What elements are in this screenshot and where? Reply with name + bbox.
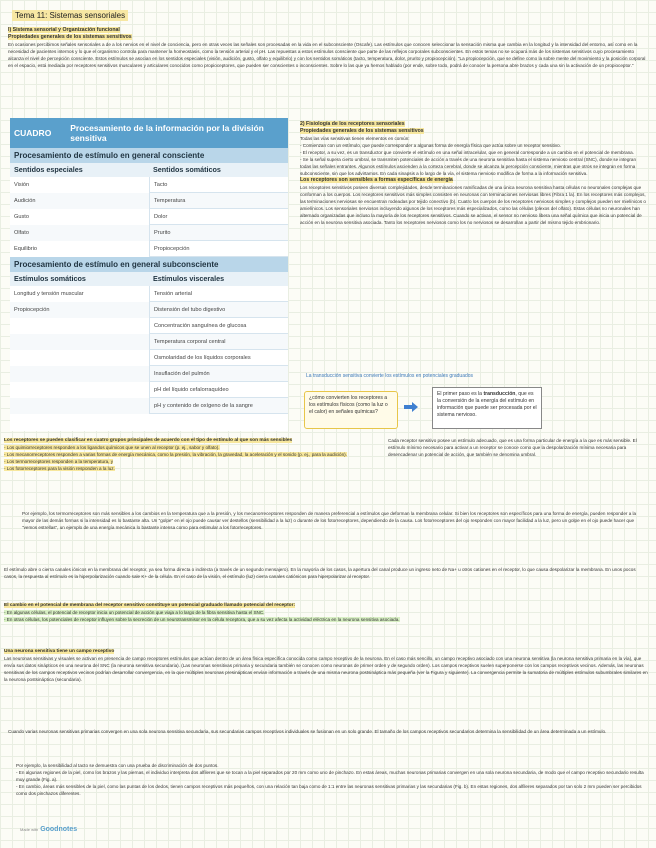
table-cell: Propiocepción: [14, 307, 50, 313]
receptor-type-item: - Los fotorreceptores para la visión responden a la luz.: [4, 466, 115, 471]
table-cell: Insuflación del pulmón: [149, 366, 288, 382]
table-row: [10, 225, 288, 241]
table-title: Procesamiento de la información por la división sensitiva: [70, 123, 264, 143]
table-section-heading: Procesamiento de estímulo en general subconsciente: [10, 257, 288, 272]
table-cell: Temperatura corporal central: [149, 334, 288, 350]
arrow-right-icon: [404, 402, 418, 412]
answer-pre: El primer paso es la: [437, 391, 484, 397]
paragraph-channels: El estímulo abre o cierra canales iónicos en la membrana del receptor, ya sea forma directa o indirecta (a través de un segundo mensajero). En la mayoría de los casos, la apertura del canal produce un ingreso neto de Na+ u otros cationes en el receptor, lo que causa despolarizar la membrana. En unos pocos casos, la respuesta al estímulo es la hiperpolarización cuando sale K+ de la célula. En el caso de la visión, el estímulo (luz) cierra canales catiónicos para hiperpolarizar al receptor.: [4, 567, 636, 579]
table-row: [10, 286, 288, 302]
intro-heading: I) Sistema sensorial y Organización funcional: [8, 27, 120, 33]
table-row: [10, 350, 288, 366]
right-item: - Se la señal supera cierto umbral, se transmiten potenciales de acción a través de una neurona sensitiva hasta el sistema nervioso central (SNC), donde se integran todas las señales entrantes. Algunos estímulos ascienden a la corteza cerebral, donde se alcanza la percepción consciente, mientras que otros se integran en forma subconsciente, sin que los advirtamos. En cada sinapsis a lo largo de la vía, el sistema nervioso modifica de forma a la información sensitiva.: [300, 157, 637, 176]
table-cell: [10, 382, 149, 398]
two-point-lead: Por ejemplo, la sensibilidad al tacto se demuestra con una prueba de discriminación de dos puntos.: [16, 763, 219, 768]
receptor-potential-item: - En algunas células, el potencial de receptor inicia un potencial de acción que viaja a lo largo de la fibra sensitiva hasta el SNC.: [4, 610, 265, 615]
adequate-stimulus: Cada receptor sensitivo posee un estímulo adecuado, que es una forma particular de energía a la que es más sensible. El estímulo mínimo necesario para activar a un receptor se conoce como que la despolarización mínima necesaria para desencadenar un potencial de acción, que también se denomina umbral.: [388, 438, 637, 457]
table-row: [10, 177, 288, 193]
goodnotes-watermark: [20, 826, 77, 833]
table-col-head: Sentidos especiales: [14, 165, 83, 174]
table-cell: Propiocepción: [149, 241, 288, 257]
table-row: [10, 302, 288, 318]
made-with-label: Made with: [20, 827, 39, 832]
receptor-potential-item: - En otras células, los potenciales de receptor influyen sobre la secreción de un neurotransmisor en la célula receptora, que a su vez afecta la actividad eléctrica en la neurona sensitiva asociada.: [4, 617, 400, 622]
table-cell: Visión: [14, 182, 30, 188]
receptive-field-section: [4, 648, 648, 683]
table-cell: pH y contenido de oxígeno de la sangre: [149, 398, 288, 414]
two-point-section: [16, 762, 648, 797]
answer-bold: transducción: [483, 391, 516, 397]
table-cell: Concentración sanguínea de glucosa: [149, 318, 288, 334]
table-cell: [10, 334, 149, 350]
intro-body: En ocasiones percibimos señales sensoriales a de a los nervios en el nivel de conciencia, pero en otras veces las señales son procesadas en la vida en el subconsciente (Oscafe). Las estímulos que conocen seleccionar la sensación misma que cambia en la longitud y la intensidad del entorno, así como en la necesidad de pacientes internos y lo que el organismo controla para mantener la homeostasis, como la tensión arterial y el pH. Las repuestas a estos estímulos consciente que parte de las reflejos corporales subconscientes. En estos temas no se ocupará más de los sistemas sensitivos cuyo procesamiento alcanza el nivel de percepción consciente. Estos estímulos se asocian en los sentidos especiales (visión, audición, gusto, olfato y equilibrio) y con los sentidos somáticos (tacto, temperatura, dolor, prurito y propiocepción). "La propiocepción, que se define como la sobre mente del movimiento y la posición corporal en el espacio, está mediada por receptores sensitivos musculares y articulares conocidos como propioceptores, que pueden ser conscientes o inconscientes. Sobre lo las que ya hemos hablado (por ende, sobre todo, podrá de conocer la persona abre brazos y cada una sin la activación de un propioceptor.": [8, 42, 646, 68]
table-row: [10, 382, 288, 398]
table-subheader: [10, 163, 288, 177]
table-cell: Olfato: [14, 230, 29, 236]
right-body2: Los receptores sensitivos poseen diversas complejidades, desde terminaciones ramificadas de una única neurona sensitiva hasta células no neuronales complejas que conforman a los cuerpos. Los receptores sensitivos más simples consisten en neuronas con terminaciones nerviosas libres (Fibra 1 la). En los receptores más complejos, las terminaciones nerviosas se encuentran rodeadas por tejido conectivo (b). Cuatro los cuerpos de los receptores nerviosos simples y complejos pueden ser mielínicos o amielínicos. Los sensoriales nerviosos incluyendo algunos de los receptores más especializados, como las células (plexos del olfato). Estas células no neuronales han alternado organizadas que incluso la mayoría de los receptores sensitivos. Cuando se activan, el sensor no nervioso libera una señal química que inicia un potencial de acción en la neurona sensitiva asociada. Tanto los receptores nerviosos como los no nerviosos se desarrollan a partir del mismo tejido embrionario.: [300, 185, 646, 225]
table-code: CUADRO: [14, 128, 52, 138]
receptor-potential-heading: El cambio en el potencial de membrana del receptor sensitivo constituye un potencial graduado llamado potencial del receptor:: [4, 603, 296, 608]
table-cell: Tensión arterial: [149, 286, 288, 302]
table-cell: Distensión del tubo digestivo: [149, 302, 288, 318]
receptive-field-body: Las neuronas sensitivas y visuales se activan en presencia de campo receptores estímulos que actúan dentro de un área física específica conocida como campo receptivo de la neurona. En el caso más sencillo, un campo receptivo asociado con una neurona sensitiva (la neurona sensitiva primaria en la vía), que envía sus datos sinápticos en una neurona del SNC (la neurona sensitiva secundaria). (Las neuronas sensitivas primaria y secundaria también se conocen como neuronas de primer orden y de segundo orden). Los campos receptivos suelen superponerse con los campos receptivos vecinos. Además, las neuronas sensitivas de los campos receptivos vecinos podrían desarrollar convergencia, en la que múltiples neuronas presinápticas envían información a través de una misma neurona postsináptica más pequeña (ver la Figura y siguiente). La convergencia permite la sumatoria de múltiples estímulos subumbrales similares en la neurona postsináptica (secundaria).: [4, 656, 648, 682]
right-item: - Comienzan con un estímulo, que puede corresponder a algunas forma de energía física que actúa sobre un receptor sensitivo.: [300, 143, 561, 148]
table-cell: [10, 350, 149, 366]
table-row: [10, 209, 288, 225]
paragraph-example: Por ejemplo, los termorreceptores son más sensibles a los cambios en la temperatura que a la presión, y los mecanorreceptores responden de manera preferencial a estímulos que deforman la membrana celular. Si bien los receptores son específicos para una forma de energía, pueden responder a la mayor de las demás formas si la intensidad es lo bastante alta. Un "golpe" en el ojo puede causar ver destellos (sensibilidad a la luz) o durante de los fotorreceptores, dependiendo de la causa. Los fotorreceptores del ojo responden con mayor facilidad a la luz, pero un golpe en el ojo puede hacer que "vemos estrellas", un ejemplo de una energía mecánica lo bastante intensa como para estimular a los fotorreceptores.: [22, 511, 637, 530]
answer-post: , que es la conversión de la energía del estímulo en información que puede ser procesada por el sistema nervioso.: [437, 391, 537, 418]
table-cell: Equilibrio: [14, 246, 38, 252]
receptor-types: [4, 437, 380, 472]
table-cell: Temperatura: [149, 193, 288, 209]
table-cell: Dolor: [149, 209, 288, 225]
table-col-head: Estímulos viscerales: [153, 274, 225, 283]
table-cell: Gusto: [14, 214, 29, 220]
table-row: [10, 334, 288, 350]
table-row: [10, 318, 288, 334]
receptor-type-item: - Los termorreceptores responden a la temperatura, y: [4, 459, 114, 464]
intro-block: [8, 27, 648, 69]
table-cell: Osmolaridad de los líquidos corporales: [149, 350, 288, 366]
right-heading: 2) Fisiología de los receptores sensoriales: [300, 121, 405, 127]
paragraph-convergence: Cuando varias neuronas sensitivas primarias convergen en una sola neurona sensitiva secundaria, sus secundarias campos receptivos individuales se fusionan en un solo grande. El tamaño de los campos receptivos secundarios determina la sensibilidad de un área determinada a un estímulo.: [8, 729, 607, 734]
table-cell: [10, 398, 149, 414]
table-cell: pH del líquido cefalorraquídeo: [149, 382, 288, 398]
intro-subheading: Propiedades generales de los sistemas sensitivos: [8, 34, 132, 40]
right-subheading: Propiedades generales de los sistemas sensitivos: [300, 128, 424, 134]
two-point-item: - En algunas regiones de la piel, como los brazos y las piernas, el individuo interpreta dos alfileres que se tocan a la piel separados por 20 mm como uno de pinchazo. En estas áreas, muchas neuronas primarias convergen en una sola neurona secundaria, de modo que el campo receptivo secundario resulta muy grande (Fig. a).: [16, 770, 644, 782]
transduction-caption: La transducción sensitiva convierte los estímulos en potenciales graduados: [306, 373, 474, 379]
receptor-type-item: - Los quimiorreceptores responden a los ligandos químicos que se unen al receptor (p. ej., sabor y olfato).: [4, 445, 220, 450]
question-callout: ¿cómo convierten los receptores a los estímulos físicos (como la luz o el calor) en señales químicas?: [304, 391, 398, 429]
table-header: [10, 118, 288, 148]
table-col-head: Sentidos somáticos: [153, 165, 221, 174]
receptor-type-item: - Los mecanorreceptores responden a varias formas de energía mecánica, como la presión, la vibración, la gravedad, la aceleración y el sonido (p. ej., para la audición).: [4, 452, 347, 457]
right-heading2: Los receptores son sensibles a formas específicas de energía: [300, 177, 453, 183]
table-cell: Tacto: [149, 177, 288, 193]
table-cell: [10, 318, 149, 334]
table-cell: Prurito: [149, 225, 288, 241]
right-item: - El receptor, a su vez, es un transductor que convierte el estímulo en una señal intracelular, que en general corresponde a un cambio en el potencial de membrana.: [300, 150, 635, 155]
table-row: [10, 366, 288, 382]
table-cell: Audición: [14, 198, 36, 204]
table-row: [10, 241, 288, 257]
right-column: [300, 121, 648, 226]
receptor-potential-section: [4, 602, 648, 623]
answer-callout: [432, 387, 542, 429]
table-cell: [10, 366, 149, 382]
right-lead: Todas las vías sensitivas tienen elementos en común:: [300, 136, 410, 141]
two-point-item: - En cambio, áreas más sensibles de la piel, como las puntas de los dedos, tienen campos receptivos más pequeños, con una relación tan baja como de 1:1 entre las neuronas sensitivas primarias y las secundarias (Fig. b). En estas regiones, dos alfileres separados por tan solo 2 mm pueden ser percibidos como dos pinchazos diferentes.: [16, 784, 642, 796]
table-subheader: [10, 272, 288, 286]
page-title: Tema 11: Sistemas sensoriales: [12, 10, 128, 21]
table-section-heading: Procesamiento de estímulo en general consciente: [10, 148, 288, 163]
goodnotes-logo: Goodnotes: [40, 826, 78, 833]
table-row: [10, 193, 288, 209]
receptive-field-heading: Una neurona sensitiva tiene un campo receptivo: [4, 649, 115, 654]
table-col-head: Estímulos somáticos: [14, 274, 86, 283]
receptor-types-heading: Los receptores se pueden clasificar en cuatro grupos principales de acuerdo con el tipo de estímulo al que son más sensibles: [4, 438, 293, 443]
sensory-table: [10, 118, 288, 431]
table-cell: Longitud y tensión muscular: [14, 291, 84, 297]
table-row: [10, 398, 288, 414]
